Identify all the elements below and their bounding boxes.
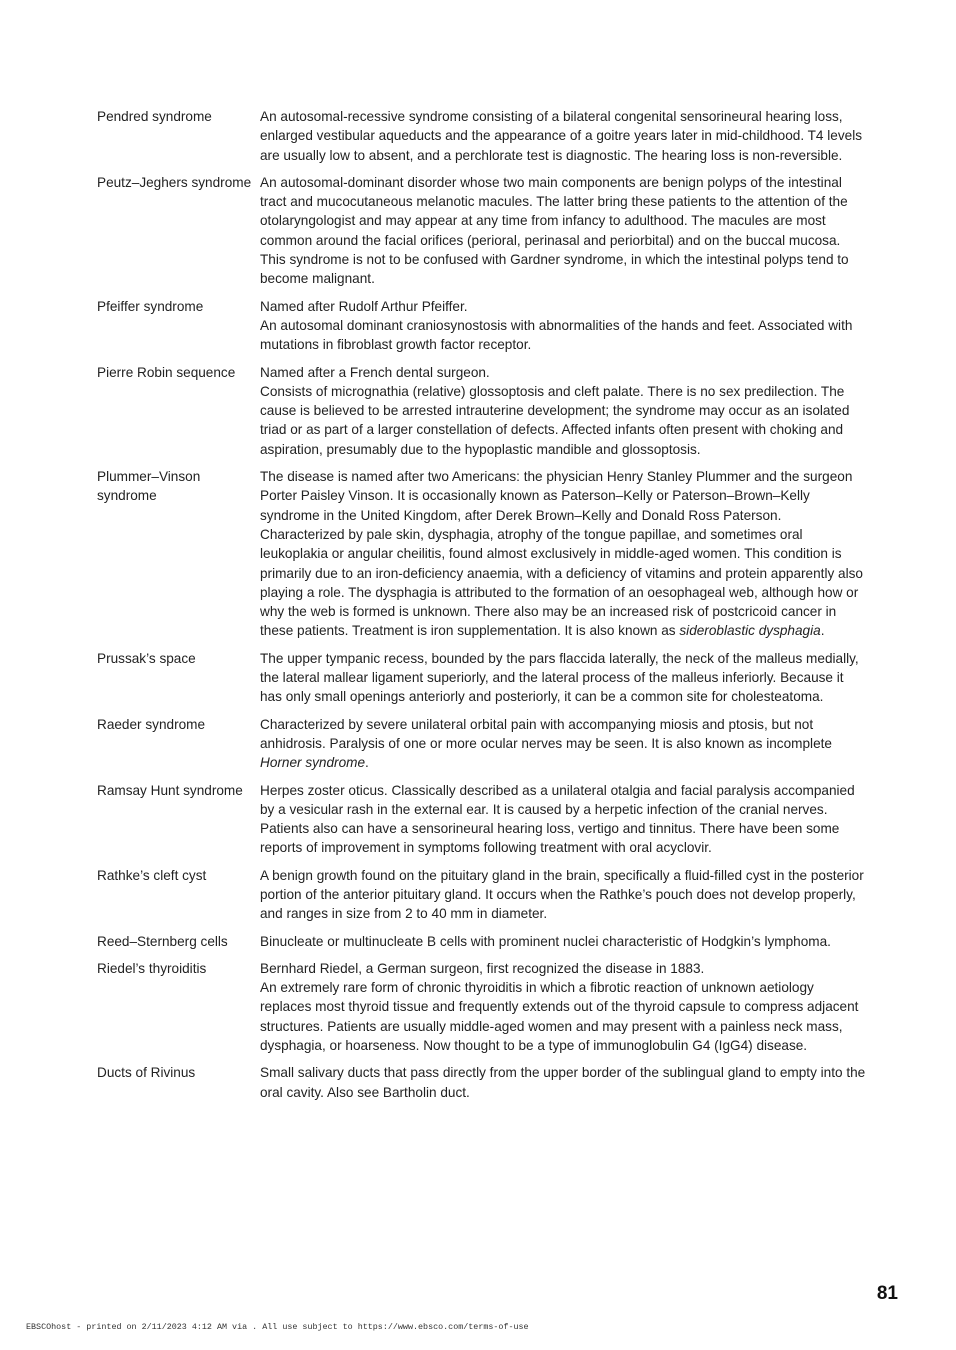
definition-text: Consists of micrognathia (relative) glossoptosis and cleft palate. There is no sex predilection. The cause is believed to be arrested intrauterine development; the syndrome may occur as an isolated triad or as part of a larger constellation of defects. Affected infants often present with choking and aspiration, presumably due to the hypoplastic mandible and glossoptosis. [260, 383, 850, 457]
entry-term: Pierre Robin sequence [97, 364, 236, 380]
definition-text: An autosomal dominant craniosynostosis with abnormalities of the hands and feet. Associated with mutations in fibroblast growth factor receptor. [260, 317, 853, 353]
definition-paragraph [260, 107, 867, 165]
entry-term: Ducts of Rivinus [97, 1065, 196, 1081]
glossary-entry [97, 363, 867, 459]
definition-paragraph [260, 297, 867, 316]
definition-text: A benign growth found on the pituitary gland in the brain, specifically a fluid-filled cyst in the posterior portion of the anterior pituitary gland. It occurs when the Rathke’s pouch does not develop properly, and ranges in size from 2 to 40 mm in diameter. [260, 867, 864, 922]
definition-paragraph [260, 866, 867, 924]
entry-definition [260, 173, 867, 289]
glossary-entry [97, 649, 867, 707]
definition-paragraph [260, 649, 867, 707]
entry-definition [260, 1063, 867, 1102]
entry-definition [260, 959, 867, 1055]
definition-text: The disease is named after two Americans: the physician Henry Stanley Plummer and the surgeon Porter Paisley Vinson. It is occasionally known as Paterson–Kelly or Paterson–Brown–Kelly syndrome in the United Kingdom, after Derek Brown–Kelly and Donald Ross Paterson. Characterized by pale skin, dysphagia, atrophy of the tongue papillae, and sometimes oral leukoplakia or angular cheilitis, found almost exclusively in middle-aged women. This condition is primarily due to an iron-deficiency anaemia, with a deficiency of vitamins and protein apparently also playing a role. The dysphagia is attributed to the formation of an oesophageal web, although how or why the web is formed is unknown. There also may be an increased risk of postcricoid cancer in these patients. Treatment is iron supplementation. It is also known as [260, 469, 863, 639]
entry-term: Plummer–Vinson syndrome [97, 469, 201, 504]
definition-paragraph [260, 1063, 867, 1102]
definition-text: An autosomal-dominant disorder whose two main components are benign polyps of the intestinal tract and mucocutaneous melanotic macules. The latter bring these patients to the attention of the otolaryngologist and may appear at any time from infancy to adulthood. The macules are most common around the facial orifices (perioral, perinasal and periorbital) and on the buccal mucosa. This syndrome is not to be confused with Gardner syndrome, in which the intestinal polyps tend to become malignant. [260, 174, 849, 287]
definition-text: Herpes zoster oticus. Classically described as a unilateral otalgia and facial paralysis accompanied by a vesicular rash in the external ear. It is caused by a herpetic infection of the cranial nerves. Patients also can have a sensorineural hearing loss, vertigo and tinnitus. There have been some reports of improvement in symptoms following treatment with oral acyclovir. [260, 782, 855, 856]
definition-paragraph [260, 959, 867, 978]
entry-term: Pendred syndrome [97, 109, 212, 124]
definition-paragraph [260, 467, 867, 641]
definition-paragraph [260, 363, 867, 382]
definition-text: Named after Rudolf Arthur Pfeiffer. [260, 298, 468, 314]
definition-text: Binucleate or multinucleate B cells with prominent nuclei characteristic of Hodgkin’s lymphoma. [260, 933, 831, 949]
definition-paragraph [260, 781, 867, 858]
definition-paragraph [260, 715, 867, 773]
definition-paragraph [260, 978, 867, 1055]
entry-definition [260, 297, 867, 355]
definition-text: Small salivary ducts that pass directly from the upper border of the sublingual gland to empty into the oral cavity. Also see Bartholin duct. [260, 1065, 866, 1100]
italic-term: sideroblastic dysphagia [679, 623, 821, 639]
entry-definition [260, 467, 867, 641]
glossary-entry [97, 1063, 867, 1102]
definition-text: The upper tympanic recess, bounded by the pars flaccida laterally, the neck of the malleus medially, the lateral mallear ligament superiorly, and the lateral process of the malleus inferiorly. Because it has only small openings anteriorly and posteriorly, it can be a common site for cholesteatoma. [260, 650, 859, 705]
definition-text: Named after a French dental surgeon. [260, 364, 490, 380]
entry-definition [260, 866, 867, 924]
definition-text: An autosomal-recessive syndrome consisting of a bilateral congenital sensorineural hearing loss, enlarged vestibular aqueducts and the appearance of a goitre years later in mid-childhood. T4 levels are usually low to absent, and a perchlorate test is diagnostic. The hearing loss is non-reversible. [260, 109, 863, 163]
definition-paragraph [260, 382, 867, 459]
definition-text: . [820, 623, 825, 639]
entry-term: Ramsay Hunt syndrome [97, 782, 243, 798]
entry-definition [260, 649, 867, 707]
glossary-entry [97, 715, 867, 773]
entry-term: Prussak’s space [97, 650, 196, 666]
definition-paragraph [260, 173, 867, 289]
entry-definition [260, 107, 867, 165]
page-number: 81 [876, 1283, 898, 1304]
definition-text: An extremely rare form of chronic thyroiditis in which a fibrotic reaction of unknown aetiology replaces most thyroid tissue and frequently extends out of the thyroid capsule to compress adjacent structures. Patients are usually middle-aged women and may present with a painless neck mass, dysphagia, or hoarseness. Now thought to be a type of immunoglobulin G4 (IgG4) disease. [260, 980, 859, 1054]
entry-definition [260, 932, 867, 951]
glossary-entry [97, 467, 867, 641]
entry-term: Peutz–Jeghers syndrome [97, 174, 252, 190]
glossary-entry [97, 866, 867, 924]
definition-text: . [365, 755, 369, 771]
entry-definition [260, 715, 867, 773]
entry-definition [260, 363, 867, 459]
glossary-entries [97, 107, 867, 1110]
entry-term: Rathke’s cleft cyst [97, 867, 207, 883]
entry-term: Reed–Sternberg cells [97, 933, 228, 949]
glossary-entry [97, 781, 867, 858]
glossary-entry [97, 173, 867, 289]
print-footer: EBSCOhost - printed on 2/11/2023 4:12 AM via . All use subject to https://www.ebsco.com/terms-of-use [26, 1322, 529, 1332]
definition-paragraph [260, 316, 867, 355]
italic-term: Horner syndrome [260, 755, 366, 771]
entry-term: Raeder syndrome [97, 716, 206, 732]
entry-definition [260, 781, 867, 858]
entry-term: Riedel’s thyroiditis [97, 960, 207, 976]
glossary-entry [97, 932, 867, 951]
glossary-entry [97, 959, 867, 1055]
glossary-entry [97, 107, 867, 165]
definition-paragraph [260, 932, 867, 951]
glossary-entry [97, 297, 867, 355]
definition-text: Bernhard Riedel, a German surgeon, first recognized the disease in 1883. [260, 960, 705, 976]
entry-term: Pfeiffer syndrome [97, 298, 204, 314]
definition-text: Characterized by severe unilateral orbital pain with accompanying miosis and ptosis, but not anhidrosis. Paralysis of one or more ocular nerves may be seen. It is also known as incomplete [260, 716, 832, 751]
